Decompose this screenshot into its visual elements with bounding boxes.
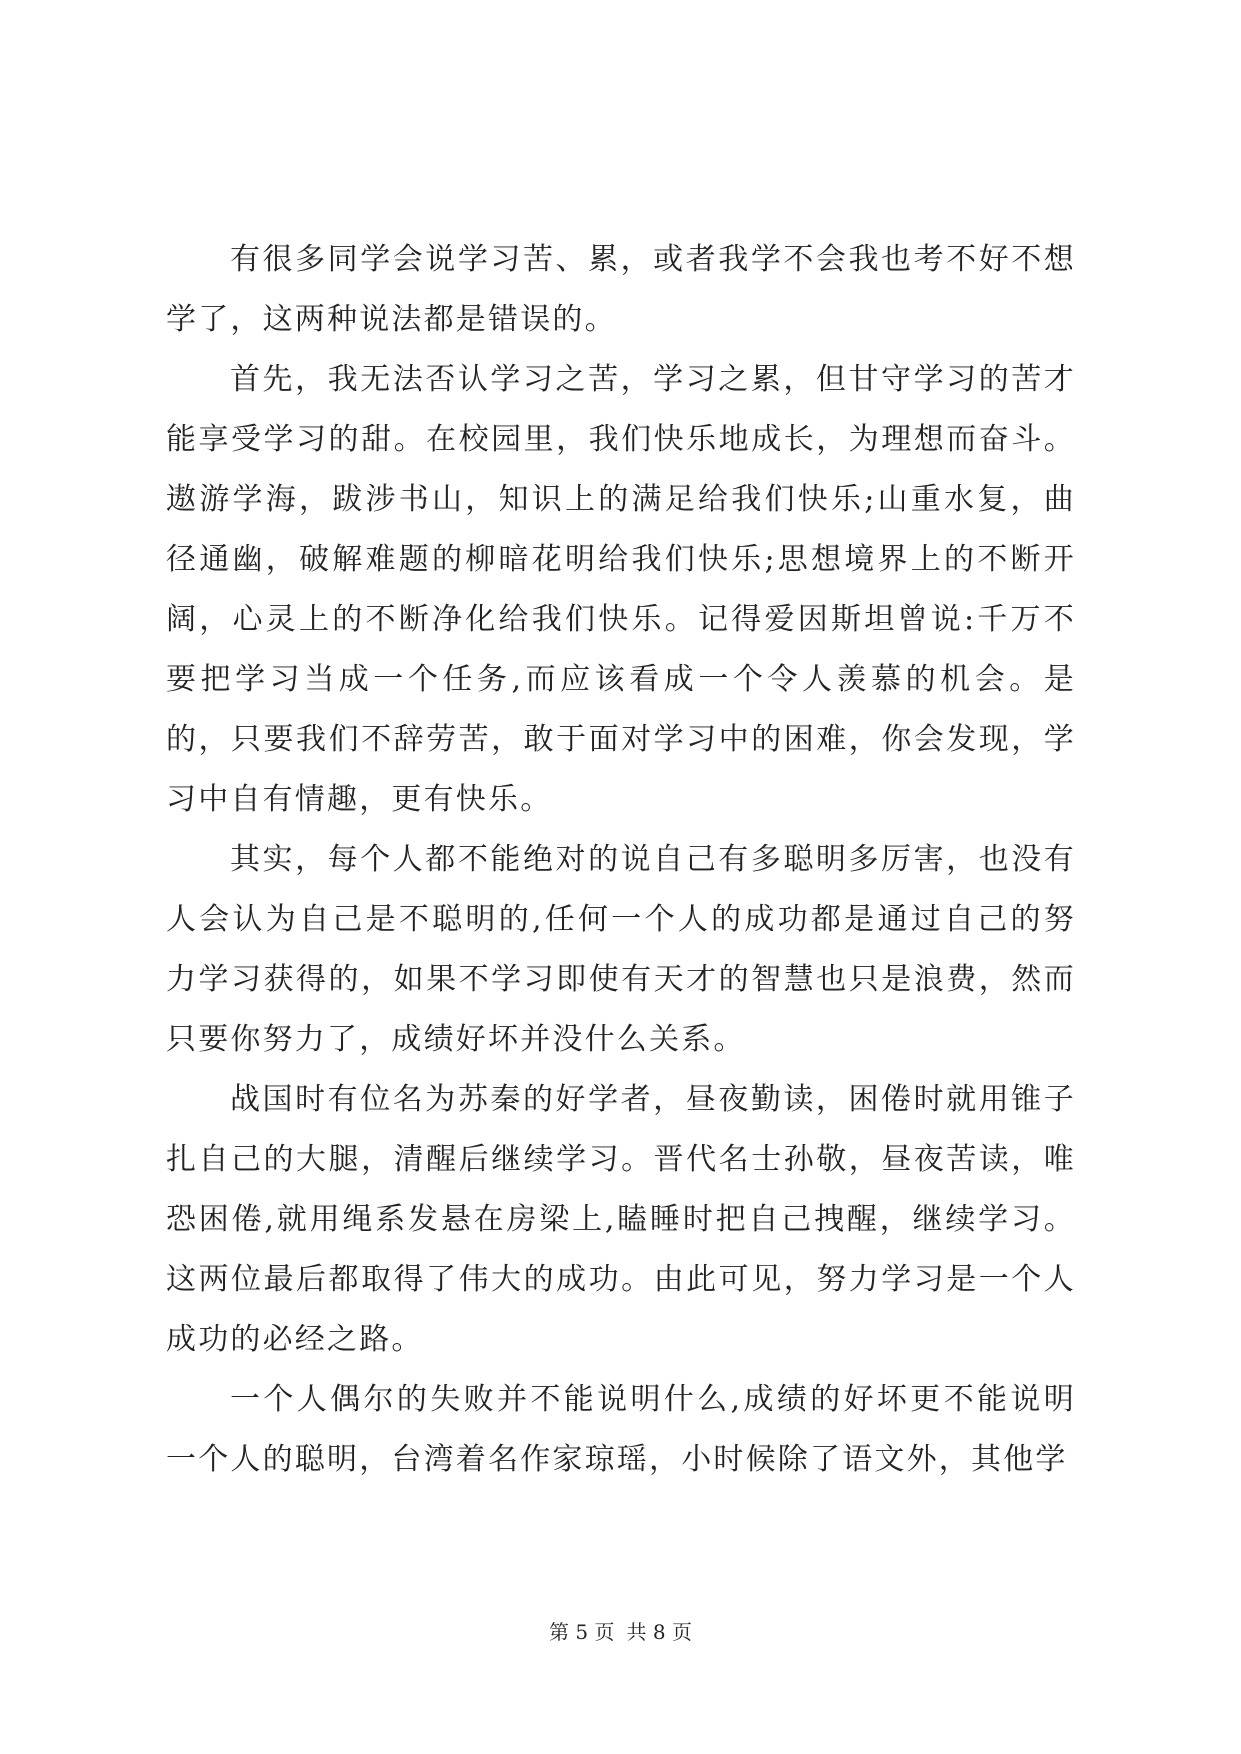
page-number: 第 5 页 — [549, 1620, 615, 1644]
paragraph-2: 首先，我无法否认学习之苦，学习之累，但甘守学习的苦才能享受学习的甜。在校园里，我们快乐地成长，为理想而奋斗。遨游学海，跋涉书山，知识上的满足给我们快乐;山重水复，曲径通幽，破解难题的柳暗花明给我们快乐;思想境界上的不断开阔，心灵上的不断净化给我们快乐。记得爱因斯坦曾说:千万不要把学习当成一个任务,而应该看成一个令人羡慕的机会。是的，只要我们不辞劳苦，敢于面对学习中的困难，你会发现，学习中自有情趣，更有快乐。 — [166, 362, 1076, 817]
paragraph-1: 有很多同学会说学习苦、累，或者我学不会我也考不好不想学了，这两种说法都是错误的。 — [166, 242, 1076, 337]
page-footer — [0, 1616, 1241, 1645]
paragraph-4: 战国时有位名为苏秦的好学者，昼夜勤读，困倦时就用锥子扎自己的大腿，清醒后继续学习。晋代名士孙敬，昼夜苦读，唯恐困倦,就用绳系发悬在房梁上,瞌睡时把自己拽醒，继续学习。这两位最后都取得了伟大的成功。由此可见，努力学习是一个人成功的必经之路。 — [166, 1082, 1076, 1357]
body-text — [166, 230, 1076, 1490]
page-total: 共 8 页 — [626, 1620, 692, 1644]
paragraph-5: 一个人偶尔的失败并不能说明什么,成绩的好坏更不能说明一个人的聪明，台湾着名作家琼瑶，小时候除了语文外，其他学 — [166, 1382, 1076, 1477]
paragraph-3: 其实，每个人都不能绝对的说自己有多聪明多厉害，也没有人会认为自己是不聪明的,任何一个人的成功都是通过自己的努力学习获得的，如果不学习即使有天才的智慧也只是浪费，然而只要你努力了，成绩好坏并没什么关系。 — [166, 842, 1076, 1057]
